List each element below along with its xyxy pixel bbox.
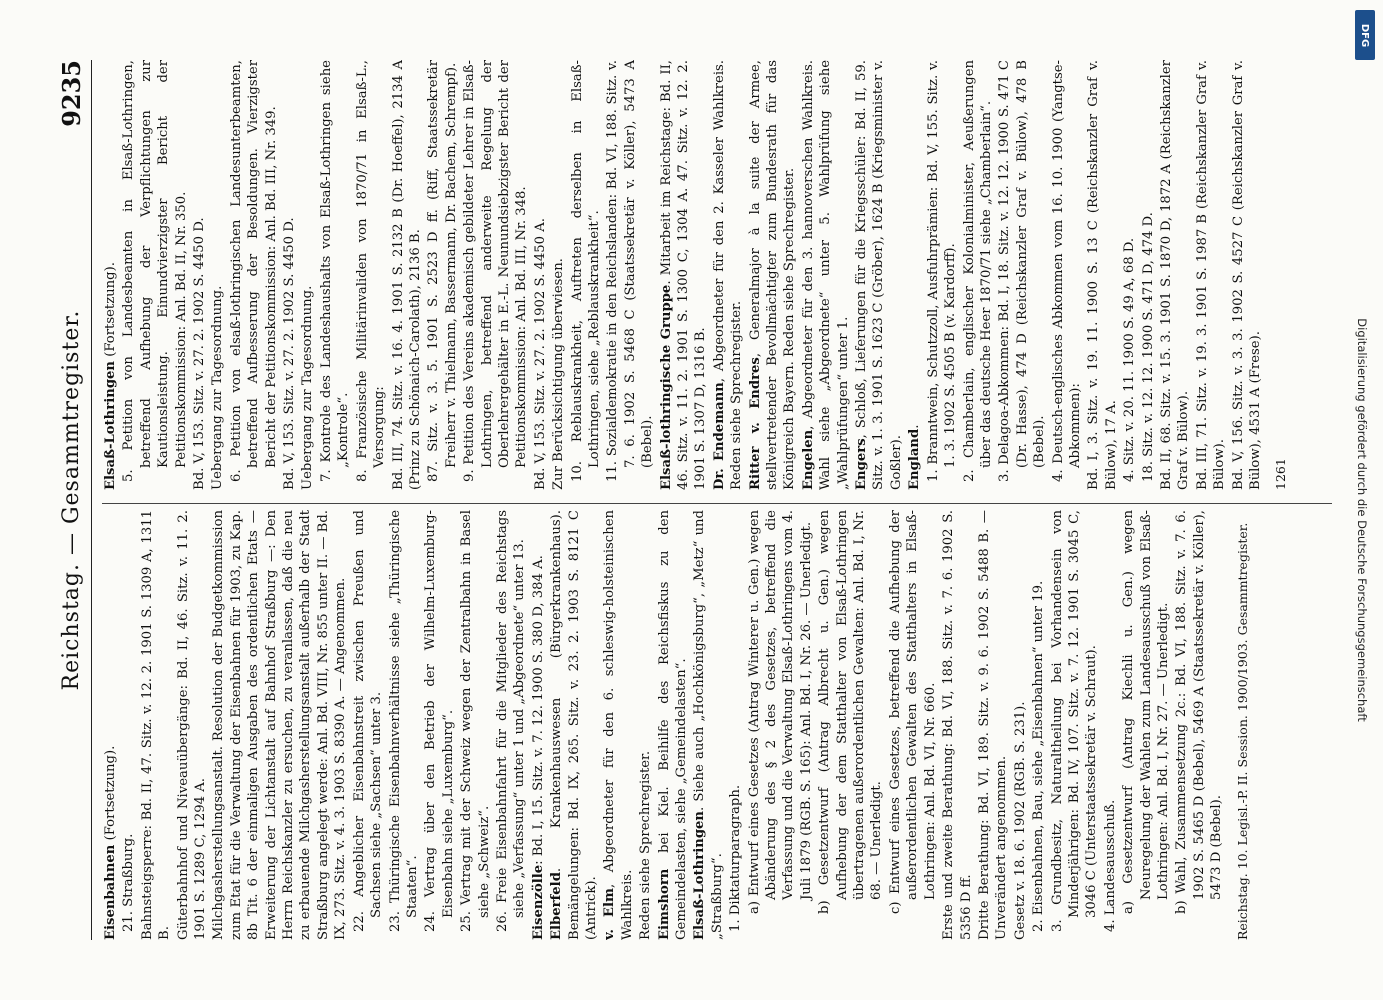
left-column-entry bbox=[746, 510, 816, 940]
right-column-entry-text: Bd. V, 153. Sitz. v. 27. 2. 1902 S. 4450 A. bbox=[532, 218, 548, 490]
left-column-entry bbox=[1030, 510, 1047, 940]
left-column-entry-lead: Eisenzölle bbox=[530, 864, 546, 940]
right-column bbox=[102, 60, 1332, 490]
left-column-entry-text: a) Entwurf eines Gesetzes (Antrag Winterer u. Gen.) wegen Abänderung des § 2 des Gesetzes, betreffend die Verfassung und die Verwaltung Elsaß-Lothringens vom 4. Juli 1879 (RGB. S. 165): Anl. Bd. I, Nr. 26. — Unerledigt. bbox=[746, 510, 814, 914]
right-column-entry bbox=[1140, 60, 1157, 490]
left-column-entry bbox=[387, 510, 422, 940]
left-column-entry-text: 1. Diktaturparagraph. bbox=[728, 784, 744, 932]
right-column-entry bbox=[961, 60, 996, 490]
left-column-entry-text: a) Gesetzentwurf (Antrag Kiechli u. Gen.) wegen Neuregelung der Wahlen zum Landesausschuß von Elsaß-Lothringen: Anl. Bd. I, Nr. 27. — Unerledigt. bbox=[1121, 510, 1171, 914]
left-column-entry-text: b) Wahl, Zusammensetzung 2c.: Bd. VI, 188. Sitz. v. 7. 6. 1902 S. 5465 D (Bebel), 5469 A (Staatssekretär v. Köller), 5473 D (Bebel). bbox=[1174, 510, 1225, 914]
right-column-entry bbox=[318, 60, 353, 490]
right-column-entry bbox=[281, 60, 298, 490]
left-column-entry bbox=[727, 510, 744, 940]
right-column-entry-text: 10. Reblauskrankheit, Auftreten derselben in Elsaß-Lothringen, siehe „Reblauskrankheit“. bbox=[569, 60, 602, 482]
right-column-entry-text: . bbox=[907, 424, 923, 429]
left-column-entry-text: 3. Grundbesitz, Naturaltheilung bei Vorhandensein von Minderjährigen: Bd. IV, 107. Sitz. v. 7. 12. 1901 S. 3045 C, 3046 C (Unterstaatssekretär v. Schraut). bbox=[1049, 510, 1100, 932]
left-column-entry-text: 4. Landesausschuß. bbox=[1102, 799, 1118, 932]
left-column-entry-text: 24. Vertrag über den Betrieb der Wilhelm-Luxemburg-Eisenbahn siehe „Luxemburg“. bbox=[423, 510, 456, 932]
right-column-entry bbox=[1158, 60, 1193, 490]
left-column-entry bbox=[887, 510, 939, 940]
left-column-entry bbox=[351, 510, 386, 940]
right-column-entry bbox=[1050, 60, 1085, 490]
left-column-entry-text: , Abgeordneter für den 6. schleswig-holsteinischen Wahlkreis. bbox=[602, 510, 635, 940]
right-column-entry-text: Uebergang zur Tagesordnung. bbox=[210, 285, 226, 490]
digitization-notice bbox=[1347, 90, 1377, 950]
right-column-entry-text: (Fortsetzung). bbox=[103, 262, 118, 361]
right-column-entry bbox=[569, 60, 604, 490]
right-column-entry bbox=[747, 60, 799, 490]
left-column-entry bbox=[458, 510, 493, 940]
left-column-entry bbox=[210, 510, 349, 940]
page-number: 9235 bbox=[57, 60, 86, 127]
right-column-entry bbox=[604, 60, 656, 490]
right-column-entry-text: Bd. V, 156. Sitz. v. 3. 3. 1902 S. 4527 C (Reichskanzler Graf v. Bülow), 4531 A (Frese). bbox=[1230, 60, 1263, 490]
right-column-entry-text: Bd. I, 3. Sitz. v. 19. 11. 1900 S. 13 C (Reichskanzler Graf v. Bülow), 17 A. bbox=[1086, 60, 1119, 490]
right-column-entry-text: 18. Sitz. v. 12. 12. 1900 S. 471 D, 474 D. bbox=[1140, 212, 1156, 482]
left-column-entry bbox=[1120, 510, 1172, 940]
left-column-entry bbox=[548, 510, 600, 940]
right-column-entry bbox=[390, 60, 425, 490]
right-column-footer: 1261 bbox=[1273, 458, 1289, 490]
left-column-entry-text: 23. Thüringische Eisenbahnverhältnisse siehe „Thüringische Staaten“. bbox=[387, 510, 420, 932]
left-column-entry-lead: Elberfeld bbox=[549, 872, 565, 940]
left-column-entry bbox=[530, 510, 547, 940]
right-column-entry-text: 6. Petition von elsaß-lothringischen Landesunterbeamten, betreffend Aufbesserung der Besoldungen. Vierzigster Bericht der Petitionskommission: Anl. Bd. III, Nr. 349. bbox=[228, 60, 279, 482]
right-column-entry-text: . Mitarbeit im Reichstage: Bd. II, 46. Sitz. v. 11. 2. 1901 S. 1300 C, 1304 A. 47. Sitz. v. 12. 2. 1901 S. 1307 D, 1316 B. bbox=[658, 60, 709, 490]
left-column-entry-lead: Elsaß-Lothringen bbox=[692, 810, 708, 940]
right-column-entry bbox=[228, 60, 280, 490]
right-column-entry-text: , Abgeordneter für den 3. hannoverschen Wahlkreis. Wahl siehe „Abgeordnete“ unter 5. Wahlprüfung siehe „Wahlprüfungen“ unter 1. bbox=[800, 60, 851, 490]
column-divider bbox=[102, 503, 1332, 504]
running-header bbox=[55, 60, 92, 940]
left-column-entry-lead: v. Elm bbox=[602, 888, 618, 940]
left-column-entry-text: (Fortsetzung). bbox=[103, 745, 118, 845]
left-column-entry bbox=[976, 510, 1011, 940]
right-column-entry bbox=[1194, 60, 1229, 490]
right-column-entry bbox=[1085, 60, 1120, 490]
left-column-entry-text: Milchgasherstellungsanstalt. Resolution der Budgetkommission zum Etat für die Verwaltung der Eisenbahnen für 1903, zu Kap. 8b Tit. 6 der einmaligen Ausgaben des ordentlichen Etats — Erweiterung der Lichtanstalt auf Bahnhof Straßburg —: Den Herrn Reichskanzler zu ersuchen, zu veranlassen, daß die neu zu erbauende Milchgasherstellungsanstalt außerhalb der Stadt Straßburg angelegt werde: Anl. Bd. VIII, Nr. 855 unter II. — Bd. IX, 273. Sitz. v. 4. 3. 1903 S. 8390 A. — Angenommen. bbox=[211, 510, 349, 940]
right-column-entry-text: 4. Sitz. v. 20. 11. 1900 S. 49 A, 68 D. bbox=[1122, 237, 1138, 482]
left-column-entry-lead: Eisenbahnen bbox=[103, 844, 118, 940]
right-column-entry-lead: Engelen bbox=[800, 429, 816, 490]
left-column-entry bbox=[494, 510, 529, 940]
left-column-entry-text: Dritte Berathung: Bd. VI, 189. Sitz. v. 9. 6. 1902 S. 5488 B. — Unverändert angenommen. bbox=[976, 510, 1010, 940]
dfg-logo: DFG bbox=[1355, 10, 1375, 60]
right-column-entry-lead: Ritter v. Endres bbox=[747, 357, 763, 490]
right-column-entry-text: Bd. V, 153. Sitz. v. 27. 2. 1902 S. 4450 D. bbox=[282, 217, 298, 490]
left-column-entry-text: : Bd. I, 15. Sitz. v. 7. 12. 1900 S. 380 D, 384 A. bbox=[530, 555, 546, 865]
right-column-entry bbox=[425, 60, 460, 490]
right-column-entry bbox=[906, 60, 923, 490]
left-column-entry bbox=[175, 510, 210, 940]
left-column-entry-text: Gesetz v. 18. 6. 1902 (RGB. S. 231). bbox=[1012, 701, 1028, 940]
left-column-entry bbox=[1102, 510, 1119, 940]
right-column-entry-text: 1. Branntwein, Schutzzoll, Ausfuhrprämien: Bd. V, 155. Sitz. v. 1. 3. 1902 S. 4505 B (v. Kardorff). bbox=[925, 60, 959, 482]
left-column-entry-text: 26. Freie Eisenbahnfahrt für die Mitglieder des Reichstags siehe „Verfassung“ unter 1 und „Abgeordnete“ unter 13. bbox=[494, 510, 528, 932]
right-column-entry-text: Bd. II, 68. Sitz. v. 15. 3. 1901 S. 1870 D, 1872 A (Reichskanzler Graf v. Bülow). bbox=[1158, 60, 1192, 490]
left-column-entry-text: . Siehe auch „Hochkönigsburg“, „Metz“ und „Straßburg“. bbox=[692, 510, 725, 940]
right-column-entry bbox=[191, 60, 208, 490]
left-column-entry-text: c) Entwurf eines Gesetzes, betreffend die Aufhebung der außerordentlichen Gewalten des Statthalters in Elsaß-Lothringen: Anl. Bd. VI, Nr. 660. bbox=[887, 510, 938, 914]
left-column-entry-text: 2. Eisenbahnen, Bau, siehe „Eisenbahnen“ unter 19. bbox=[1031, 580, 1047, 932]
left-column-footer: Reichstag. 10. Legisl.-P. II. Session. 1900/1903. Gesammtregister. bbox=[1234, 522, 1250, 940]
left-column-entry bbox=[102, 510, 119, 940]
right-column-entry bbox=[209, 60, 226, 490]
right-column-entry-text: Bd. III, 71. Sitz. v. 19. 3. 1901 S. 1987 B (Reichskanzler Graf v. Bülow). bbox=[1194, 60, 1228, 490]
left-column-entry-text: Erste und zweite Berathung: Bd. VI, 188. Sitz. v. 7. 6. 1902 S. 5356 D ff. bbox=[941, 510, 974, 940]
right-column-entry-lead: Elsaß-lothringische Gruppe bbox=[658, 284, 674, 490]
left-column-entry-text: 22. Angeblicher Eisenbahnstreit zwischen Preußen und Sachsen siehe „Sachsen“ unter 3. bbox=[351, 510, 385, 932]
right-column-entry-text: Uebergang zur Tagesordnung. bbox=[300, 285, 316, 490]
right-column-entry-text: 2. Chamberlain, englischer Kolonialminister, Aeußerungen über das deutsche Heer 1870/71 siehe „Chamberlain“. bbox=[961, 60, 994, 482]
right-column-entry bbox=[461, 60, 531, 490]
right-column-entry-text: 8. Französische Militärinvaliden von 1870/71 in Elsaß-L., Versorgung: bbox=[354, 60, 388, 482]
right-column-entry bbox=[1121, 60, 1138, 490]
right-column-entry-text: 87. Sitz. v. 3. 5. 1901 S. 2523 D ff. (Riff, Staatssekretär Freiherr v. Thielmann, Bassermann, Dr. Bachem, Schrempf). bbox=[426, 60, 459, 482]
left-column-entry bbox=[656, 510, 691, 940]
right-column-entry-text: Bd. III, 74. Sitz. v. 16. 4. 1901 S. 2132 B (Dr. Hoeffel), 2134 A (Prinz zu Schönaich-Carolath), 2136 B. bbox=[390, 60, 423, 490]
right-column-entry-text: Bd. V, 153. Sitz. v. 27. 2. 1902 S. 4450 D. bbox=[192, 217, 208, 490]
right-column-entry bbox=[800, 60, 852, 490]
right-column-entry-text: Zur Berücksichtigung überwiesen. bbox=[551, 258, 567, 490]
right-column-entry-text: 11. Sozialdemokratie in den Reichslanden: Bd. VI, 188. Sitz. v. 7. 6. 1902 S. 5468 C (Staatssekretär v. Köller), 5473 A (Bebel). bbox=[605, 60, 656, 482]
right-column-entry bbox=[996, 60, 1048, 490]
left-column-entry bbox=[637, 510, 654, 940]
left-column-entry bbox=[120, 510, 137, 940]
right-column-entry-lead: Engers bbox=[854, 438, 870, 490]
left-column-entry bbox=[816, 510, 886, 940]
digitization-notice-text: Digitalisierung gefördert durch die Deutsche Forschungsgemeinschaft bbox=[1355, 318, 1369, 722]
right-column-entry-text: , Generalmajor à la suite der Armee, stellvertretender Bevollmächtigter zum Bundesrath für das Königreich Bayern. Reden siehe Sprechregister. bbox=[747, 60, 798, 490]
running-head: Reichstag. — Gesammtregister. bbox=[59, 309, 84, 691]
right-column-entry-text: 7. Kontrole des Landeshaushalts von Elsaß-Lothringen siehe „Kontrole“. bbox=[318, 60, 352, 482]
right-column-entry bbox=[550, 60, 567, 490]
left-column-entry-text: Reden siehe Sprechregister. bbox=[638, 750, 654, 940]
right-column-entry bbox=[102, 60, 119, 490]
right-column-entry-text: 3. Delagoa-Abkommen: Bd. I, 18. Sitz. v. 12. 12. 1900 S. 471 C (Dr. Hasse), 474 D (Reichskanzler Graf v. Bülow), 478 B (Bebel). bbox=[997, 60, 1048, 482]
left-column-entry-lead: Eimshorn bbox=[656, 868, 672, 940]
right-column-entry-text: , Schloß, Lieferungen für die Kriegsschüler: Bd. II, 59. Sitz. v. 1. 3. 1901 S. 1623 C (Gröber), 1624 B (Kriegsminister v. Goßler). bbox=[854, 60, 904, 490]
right-column-entry bbox=[299, 60, 316, 490]
right-column-entry-text: 9. Petition des Vereins akademisch gebildeter Lehrer in Elsaß-Lothringen, betreffend anderweite Regelung der Oberlehrergehälter in E.-L. Neunundsiebzigster Bericht der Petitionskommission: Anl. Bd. III, Nr. 348. bbox=[462, 60, 530, 482]
right-column-entry bbox=[925, 60, 960, 490]
left-column-entry bbox=[139, 510, 174, 940]
left-column-entry-text: b) Gesetzentwurf (Antrag Albrecht u. Gen.) wegen Aufhebung der dem Statthalter von Elsaß-Lothringen übertragenen außerordentlichen Gewalten: Anl. Bd. I, Nr. 68. — Unerledigt. bbox=[817, 510, 885, 914]
right-column-entry-lead: England bbox=[907, 428, 923, 490]
left-column-entry bbox=[422, 510, 457, 940]
right-column-entry bbox=[853, 60, 905, 490]
right-column-entry bbox=[120, 60, 190, 490]
left-column-entry bbox=[1012, 510, 1029, 940]
right-column-entry-text: 5. Petition von Landesbeamten in Elsaß-Lothringen, betreffend Aufhebung der Verpflichtungen zur Kautionsleistung. Einundvierzigster Bericht der Petitionskommission: Anl. Bd. II, Nr. 350. bbox=[121, 60, 189, 482]
right-column-entry-text: , Abgeordneter für den 2. Kasseler Wahlkreis. Reden siehe Sprechregister. bbox=[711, 60, 745, 490]
right-column-entry bbox=[354, 60, 389, 490]
left-column-entry bbox=[691, 510, 726, 940]
left-column-entry bbox=[601, 510, 636, 940]
right-column-entry bbox=[658, 60, 710, 490]
left-column-entry bbox=[1049, 510, 1101, 940]
right-column-entry bbox=[532, 60, 549, 490]
right-column-entry bbox=[711, 60, 746, 490]
left-column-entry-text: Güterbahnhof und Niveauübergänge: Bd. II, 46. Sitz. v. 11. 2. 1901 S. 1289 C, 1294 A. bbox=[175, 510, 209, 940]
right-column-entry-lead: Elsaß-Lothringen bbox=[103, 360, 118, 490]
right-column-entry-lead: Dr. Endemann bbox=[711, 382, 727, 490]
left-column-entry-text: . Krankenhauswesen (Bürgerkrankenhaus). Bemängelungen: Bd. IX, 265. Sitz. v. 23. 2. 1903 S. 8121 C (Antrick). bbox=[549, 510, 599, 940]
left-column-entry-text: 21. Straßburg. bbox=[121, 833, 137, 932]
left-column-entry-text: 25. Vertrag mit der Schweiz wegen der Zentralbahn in Basel siehe „Schweiz“. bbox=[459, 510, 492, 932]
left-column bbox=[102, 510, 1332, 940]
left-column-entry-text: bei Kiel. Beihilfe des Reichsfiskus zu den Gemeindelasten, siehe „Gemeindelasten“. bbox=[656, 510, 689, 940]
right-column-entry-text: 4. Deutsch-englisches Abkommen vom 16. 10. 1900 (Yangtse-Abkommen): bbox=[1050, 60, 1083, 482]
left-column-entry bbox=[1173, 510, 1225, 940]
left-column-entry bbox=[940, 510, 975, 940]
right-column-entry bbox=[1230, 60, 1265, 490]
left-column-entry-text: Bahnsteigsperre: Bd. II, 47. Sitz. v. 12. 2. 1901 S. 1309 A, 1311 B. bbox=[139, 510, 173, 940]
